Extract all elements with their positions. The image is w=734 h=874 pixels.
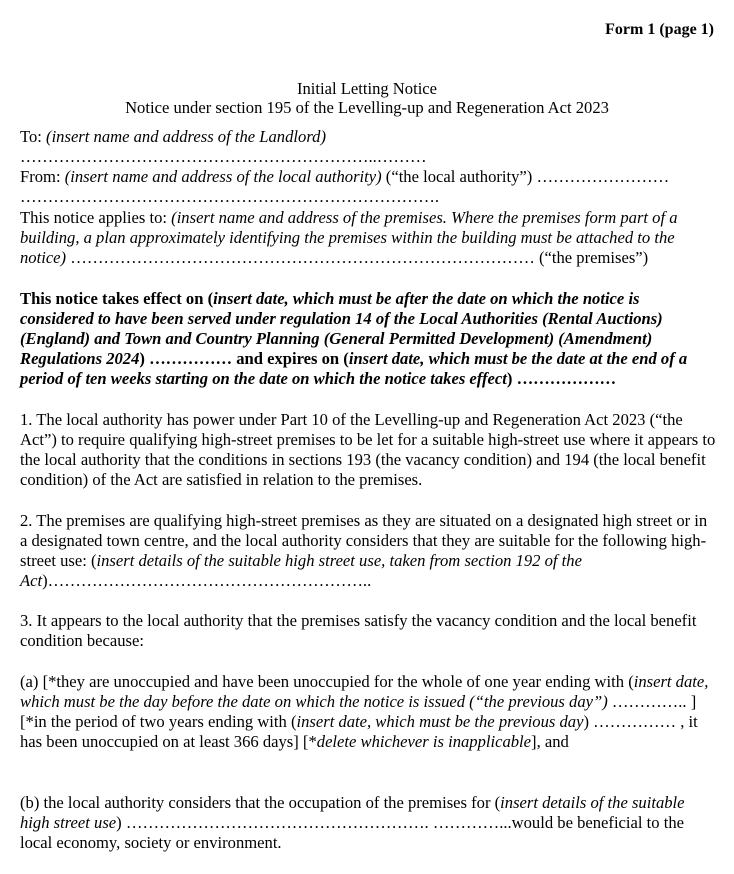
- paragraph-3: 3. It appears to the local authority that the premises satisfy the vacancy condition and the local benefit condition because:: [20, 611, 697, 650]
- addressee-section: [20, 127, 716, 207]
- to-line: To: (insert name and address of the Landlord) ………………………………………………………..………: [20, 127, 427, 166]
- notice-title: Initial Letting Notice: [296, 79, 438, 98]
- form-label: Form 1 (page 1): [605, 21, 714, 38]
- paragraph-1: 1. The local authority has power under Part 10 of the Levelling-up and Regeneration Act 2023 (“the Act”) to require qualifying high-street premises to be let for a suitable high-street use where it appears to the local authority that the conditions in sections 193 (the vacancy condition) and 194 (the local benefit condition) of the Act are satisfied in relation to the premises.: [20, 410, 716, 489]
- effect-paragraph: This notice takes effect on (insert date, which must be after the date on which the notice is considered to have been served under regulation 14 of the Local Authorities (Rental Auctions) (England) and Town and Country Planning (General Permitted Development) (Amendment) Regulations 2024) …………… and expires on (insert date, which must be the date at the end of a period of ten weeks starting on the date on which the notice takes effect) ………………: [20, 289, 688, 388]
- paragraph-a: (a) [*they are unoccupied and have been unoccupied for the whole of one year ending with (insert date, which must be the day before the date on which the notice is issued (“the previous day”) ………….. ][*in the period of two years ending with (insert date, which must be the previous day) …………… , it has been unoccupied on at least 366 days] [*delete whichever is inapplicable], and: [20, 672, 709, 751]
- from-line: From: (insert name and address of the local authority) (“the local authority”) ……………………: [20, 167, 670, 186]
- from-line-continuation: ………………………………………………………………….: [20, 187, 439, 206]
- applies-paragraph: This notice applies to: (insert name and address of the premises. Where the premises form part of a building, a plan approximately identifying the premises within the building must be attached to the notice) ………………………………………………………………………… (“the premises”): [20, 208, 678, 267]
- notice-subtitle: Notice under section 195 of the Levelling-up and Regeneration Act 2023: [125, 98, 609, 117]
- paragraph-b: (b) the local authority considers that the occupation of the premises for (insert details of the suitable high street use) ………………………………………………. …………...would be beneficial to the local economy, society or environment.: [20, 793, 685, 852]
- paragraph-2: 2. The premises are qualifying high-street premises as they are situated on a designated high street or in a designated town centre, and the local authority considers that they are suitable for the following high-street use: (insert details of the suitable high street use, taken from section 192 of the Act)…………………………………………………..: [20, 511, 708, 590]
- notice-heading: [0, 79, 734, 117]
